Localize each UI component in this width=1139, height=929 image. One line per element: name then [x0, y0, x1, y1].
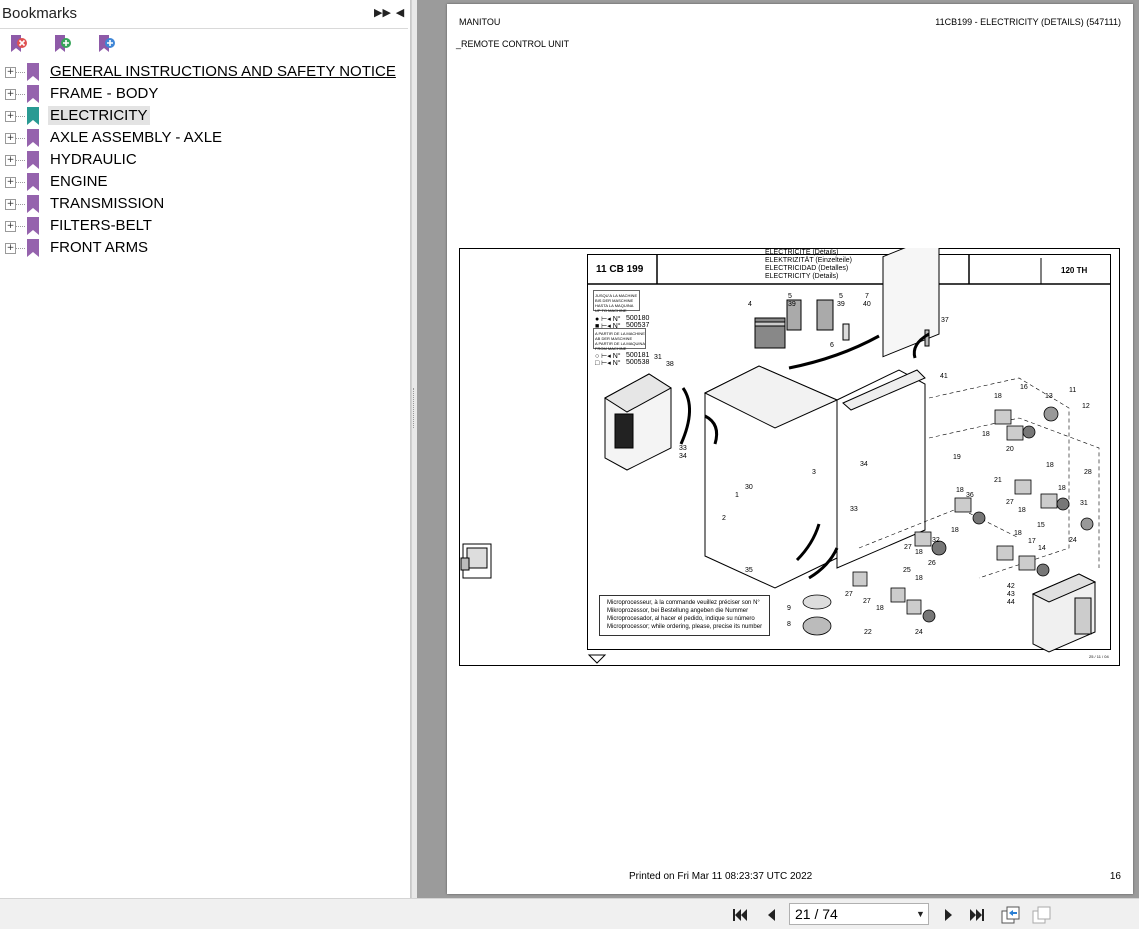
bookmark-item-frame-body[interactable] [0, 83, 408, 105]
callout: 28 [1084, 469, 1092, 476]
bookmark-item-hydraulic[interactable] [0, 149, 408, 171]
callout: 11 [1069, 387, 1077, 394]
expand-icon[interactable]: + [6, 221, 15, 231]
legend-up-to-es: HASTA LA MAQUINA [595, 303, 634, 308]
bookmark-item-front-arms[interactable] [0, 237, 408, 259]
bookmark-label[interactable]: ELECTRICITY [50, 107, 148, 124]
bookmark-item-axle-assembly[interactable] [0, 127, 408, 149]
diagram-title-de: ELEKTRIZITÄT (Einzelteile) [765, 257, 853, 264]
collapse-panel-icon[interactable]: ◀ [395, 7, 405, 19]
serial-2: 500537 [626, 322, 650, 329]
note-en: Microprocessor; while ordering, please, precise its number [607, 624, 763, 630]
bookmark-item-engine[interactable] [0, 171, 408, 193]
serial-1: 500180 [626, 315, 650, 322]
expand-icon[interactable]: + [6, 199, 15, 209]
callout: 37 [941, 317, 949, 324]
legend-up-to-de: BIS DER MASCHINE [595, 298, 634, 303]
callout: 36 [966, 492, 974, 499]
callout: 27 [845, 591, 853, 598]
callout: 2 [722, 515, 726, 522]
diagram-ref-code: 11 CB 199 [596, 264, 644, 275]
printed-timestamp: Printed on Fri Mar 11 08:23:37 UTC 2022 [629, 871, 813, 882]
bookmark-icon [27, 195, 39, 213]
callout: 39 [788, 301, 796, 308]
diagram-title-fr: ELECTRICITE (Détails) [765, 249, 839, 256]
diagram-date: 25 / 11 / 04 [1089, 654, 1109, 659]
callout: 15 [1037, 522, 1045, 529]
callout: 17 [1028, 538, 1036, 545]
callout: 18 [994, 393, 1002, 400]
legend-up-to-fr: JUSQU'A LA MACHINE [595, 293, 638, 298]
document-page [447, 4, 1133, 894]
callout: 27 [904, 544, 912, 551]
callout: 34 [679, 453, 687, 460]
callout: 18 [1046, 462, 1054, 469]
legend-from-fr: A PARTIR DE LA MACHINE [595, 331, 645, 336]
page-subtitle: _REMOTE CONTROL UNIT [456, 39, 570, 49]
callout: 38 [666, 361, 674, 368]
bookmarks-header [0, 0, 408, 29]
callout: 13 [1045, 393, 1053, 400]
bookmark-icon [27, 107, 39, 125]
delete-bookmark-icon[interactable] [8, 33, 30, 55]
bookmark-label[interactable]: GENERAL INSTRUCTIONS AND SAFETY NOTICE [50, 63, 396, 80]
callout: 39 [837, 301, 845, 308]
callout: 26 [928, 560, 936, 567]
add-bookmark-icon[interactable] [52, 33, 74, 55]
callout: 34 [860, 461, 868, 468]
callout: 8 [787, 621, 791, 628]
bookmark-item-transmission[interactable] [0, 193, 408, 215]
bookmark-icon [27, 151, 39, 169]
expand-icon[interactable]: + [6, 243, 15, 253]
bookmark-icon [27, 85, 39, 103]
serial-3-marker: ○ ⊢◂ N° [595, 353, 621, 360]
callout: 40 [863, 301, 871, 308]
bookmark-label[interactable]: FRONT ARMS [50, 239, 149, 256]
add-child-bookmark-icon[interactable] [96, 33, 118, 55]
splitter-grip [413, 388, 416, 428]
callout: 9 [787, 605, 791, 612]
callout: 18 [951, 527, 959, 534]
callout: 27 [863, 598, 871, 605]
callout: 24 [1069, 537, 1077, 544]
callout: 31 [654, 354, 662, 361]
bookmark-label[interactable]: TRANSMISSION [50, 195, 165, 212]
legend-from-de: AB DER MASCHINE [595, 336, 633, 341]
callout: 33 [850, 506, 858, 513]
page-indicator: 21 / 74 [795, 906, 838, 922]
diagram-title-es: ELECTRICIDAD (Detalles) [765, 265, 849, 272]
callout: 3 [812, 469, 816, 476]
legend-from-en: FROM MACHINE [595, 346, 627, 351]
expand-icon[interactable]: + [6, 177, 15, 187]
bookmark-icon [27, 129, 39, 147]
callout: 21 [994, 477, 1002, 484]
callout: 5 [839, 293, 843, 300]
callout: 18 [982, 431, 990, 438]
callout: 30 [745, 484, 753, 491]
callout: 18 [956, 487, 964, 494]
history-back-icon[interactable] [1000, 905, 1022, 925]
callout: 18 [915, 575, 923, 582]
serial-3: 500181 [626, 352, 650, 359]
callout: 25 [903, 567, 911, 574]
serial-2-marker: ■ ⊢◂ N° [595, 323, 621, 330]
callout: 18 [1058, 485, 1066, 492]
callout: 44 [1007, 599, 1015, 606]
note-de: Mikroprozessor, bei Bestellung angeben die Nummer [607, 608, 749, 614]
page-header-left: MANITOU [459, 17, 501, 27]
note-es: Microprocesador, al hacer el pedido, indique su número [607, 616, 755, 622]
callout: 6 [830, 342, 834, 349]
bookmark-item-general-instructions[interactable] [0, 61, 408, 83]
chevron-down-icon[interactable]: ▼ [916, 909, 925, 919]
bookmarks-title: Bookmarks [2, 5, 78, 22]
callout: 18 [915, 549, 923, 556]
callout: 1 [735, 492, 739, 499]
last-page-icon[interactable] [968, 906, 986, 924]
page-header-right: 11CB199 - ELECTRICITY (DETAILS) (547111) [935, 17, 1121, 27]
callout: 18 [1018, 507, 1026, 514]
diagram-title-en: ELECTRICITY (Details) [765, 273, 839, 280]
callout: 18 [876, 605, 884, 612]
bookmark-item-electricity[interactable] [0, 105, 408, 127]
bookmark-label[interactable]: FILTERS-BELT [50, 217, 152, 234]
callout: 20 [1006, 446, 1014, 453]
callout: 5 [788, 293, 792, 300]
history-forward-icon[interactable] [1031, 905, 1053, 925]
serial-1-marker: ● ⊢◂ N° [595, 316, 621, 323]
next-page-icon[interactable] [939, 906, 957, 924]
previous-page-icon[interactable] [763, 906, 781, 924]
bookmark-label[interactable]: FRAME - BODY [50, 85, 159, 102]
callout: 4 [748, 301, 752, 308]
bookmark-label[interactable]: HYDRAULIC [50, 151, 137, 168]
callout: 43 [1007, 591, 1015, 598]
callout: 31 [1080, 500, 1088, 507]
callout: 27 [1006, 499, 1014, 506]
callout: 22 [864, 629, 872, 636]
callout: 33 [679, 445, 687, 452]
page-number: 16 [1109, 871, 1121, 882]
callout: 7 [865, 293, 869, 300]
legend-from-es: A PARTIR DE LA MAQUINA [595, 341, 646, 346]
first-page-icon[interactable] [731, 906, 749, 924]
callout: 35 [745, 567, 753, 574]
bookmark-icon [27, 239, 39, 257]
diagram-capacity: 120 TH [1061, 266, 1088, 275]
callout: 18 [1014, 530, 1022, 537]
bookmark-label[interactable]: AXLE ASSEMBLY - AXLE [50, 129, 223, 146]
serial-4: 500538 [626, 359, 650, 366]
expand-icon[interactable]: + [6, 111, 15, 121]
expand-icon[interactable]: + [6, 89, 15, 99]
expand-icon[interactable]: + [6, 155, 15, 165]
expand-panel-icon[interactable]: ▶▶ [374, 7, 391, 19]
bookmark-icon [27, 217, 39, 235]
bookmark-icon [27, 173, 39, 191]
callout: 14 [1038, 545, 1046, 552]
legend-up-to-en: UP TO MACHINE [595, 308, 627, 313]
expand-icon[interactable]: + [6, 67, 15, 77]
callout: 24 [915, 629, 923, 636]
bookmark-label[interactable]: ENGINE [50, 173, 108, 190]
bookmark-icon [27, 63, 39, 81]
callout: 42 [1007, 583, 1015, 590]
callout: 16 [1020, 384, 1028, 391]
callout: 19 [953, 454, 961, 461]
expand-icon[interactable]: + [6, 133, 15, 143]
serial-4-marker: □ ⊢◂ N° [595, 360, 621, 367]
callout: 12 [1082, 403, 1090, 410]
callout: 32 [932, 537, 940, 544]
note-fr: Microprocesseur, à la commande veuillez préciser son N° [607, 600, 760, 606]
bookmark-item-filters-belt[interactable] [0, 215, 408, 237]
callout: 41 [940, 373, 948, 380]
